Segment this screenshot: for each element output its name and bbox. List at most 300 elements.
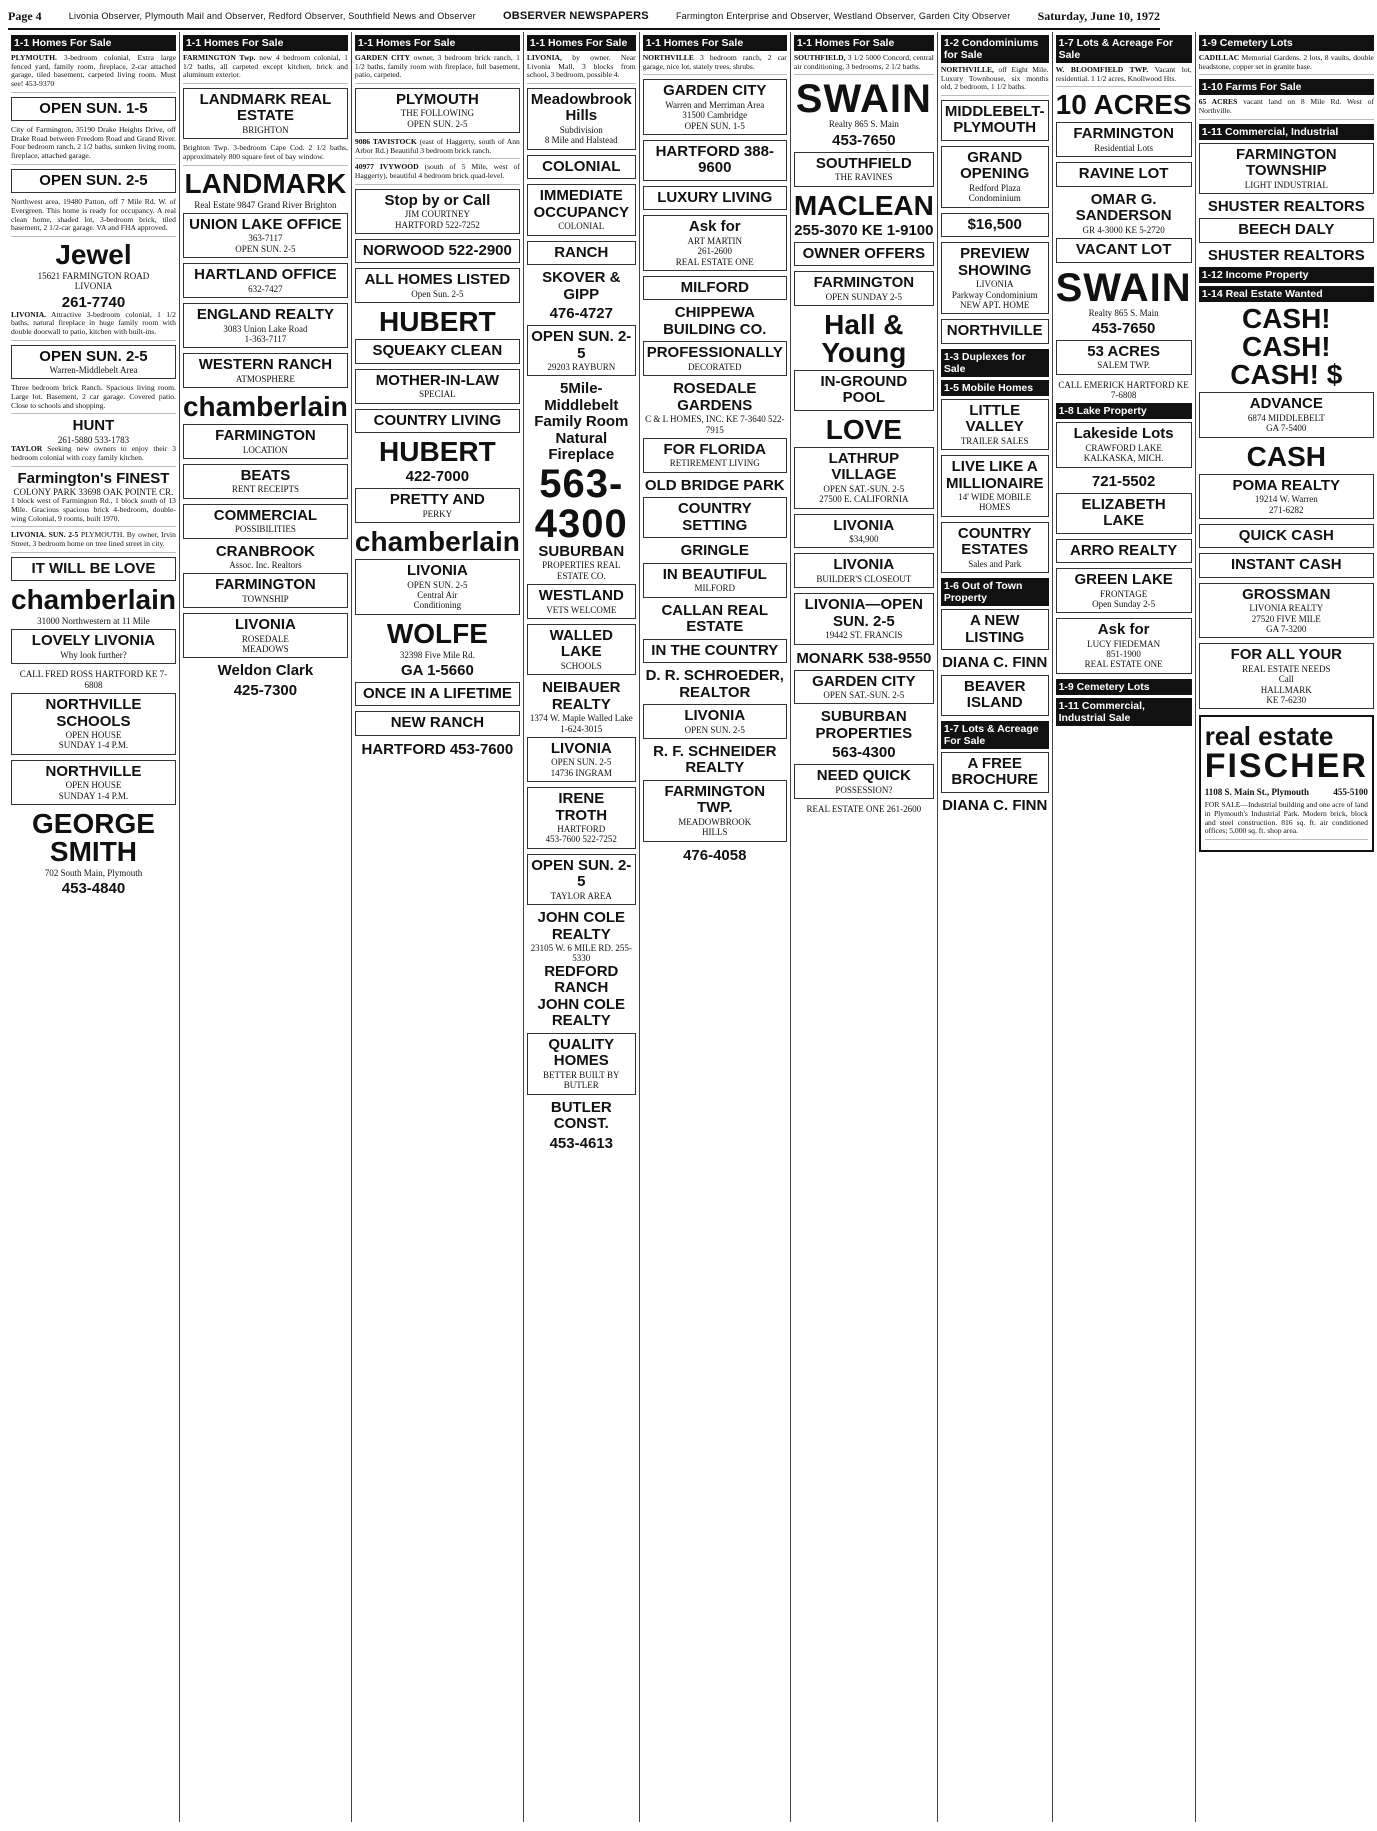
display-ad-line: Ask for [688, 218, 741, 236]
display-ad [183, 573, 348, 608]
display-ad [794, 514, 934, 549]
display-ad-line: FARMINGTON TWP. [664, 782, 766, 817]
phone-number: 563-4300 [832, 744, 896, 762]
advertiser-name: chamberlain [11, 584, 176, 616]
display-ad [1199, 553, 1374, 578]
display-ad [11, 345, 176, 380]
display-ad-line: BUILDER'S CLOSEOUT [816, 573, 912, 584]
display-ad [1199, 643, 1374, 709]
advertiser-name: DIANA C. FINN [942, 796, 1048, 814]
display-ad [794, 447, 934, 509]
display-ad-line: NORTHVILLE [45, 762, 142, 780]
header-brand [503, 10, 649, 22]
advertiser-name: GRINGLE [680, 542, 749, 560]
display-ad-line: OPEN SAT.-SUN. 2-5 [823, 690, 905, 701]
advertiser-name: SUBURBAN [538, 542, 625, 560]
display-ad-line: GA 7-5400 [1266, 423, 1307, 434]
display-ad-line: Why look further? [60, 649, 127, 660]
page-header [8, 4, 1160, 30]
display-ad-line: $16,500 [967, 215, 1022, 233]
classified-ad [355, 163, 520, 184]
display-ad-line: NORTHVILLE [946, 322, 1043, 340]
advertiser-name: MACLEAN [793, 189, 934, 221]
display-ad-line: LIVONIA [550, 739, 612, 757]
section-heading: 1-3 Duplexes for Sale [941, 349, 1049, 377]
display-ad-line: FRONTAGE [1099, 588, 1148, 599]
advertiser-name: ROSEDALE GARDENS [673, 380, 757, 414]
phone-number: 261-7740 [61, 293, 126, 311]
ad-detail: 23105 W. 6 MILE RD. 255-5330 [530, 943, 632, 964]
advertiser-name: CASH [1246, 440, 1326, 472]
ad-text: Three bedroom brick Ranch. Spacious living room. Large lot. Basement, 2 car garage. Covered patio. Close to schools and shopping. [11, 383, 176, 410]
display-ad [355, 559, 520, 615]
ad-lead: PLYMOUTH. [11, 53, 57, 62]
ad-lead: 9086 TAVISTOCK [354, 137, 417, 147]
display-ad [183, 613, 348, 658]
display-ad-line: BRIGHTON [242, 124, 289, 135]
display-ad-line: IMMEDIATE OCCUPANCY [533, 187, 630, 221]
display-ad-line: RENT RECEIPTS [231, 484, 299, 495]
advertiser-name: CHIPPEWA BUILDING CO. [663, 304, 767, 338]
advertiser-name: HUNT [72, 417, 115, 435]
display-ad-line: TOWNSHIP [242, 593, 289, 604]
column-8 [1053, 32, 1196, 1822]
ad-lead: W. BLOOMFIELD TWP. [1055, 65, 1149, 74]
display-ad-line: NEW RANCH [390, 714, 485, 732]
ad-lead: LIVONIA. SUN. 2-5 [11, 530, 79, 540]
display-ad [794, 271, 934, 306]
display-ad-line: LIVONIA [833, 516, 895, 534]
display-ad-line: VACANT LOT [1075, 241, 1172, 258]
display-ad-line: 14' WIDE MOBILE HOMES [958, 492, 1032, 513]
ad-lead: 40977 IVYWOOD [354, 162, 419, 172]
display-ad-line: NORWOOD 522-2900 [362, 241, 512, 259]
display-ad-line: LATHRUP VILLAGE [828, 449, 900, 484]
display-ad-line: LIVONIA REALTY [1249, 603, 1324, 614]
classified-ad [527, 54, 636, 84]
display-ad-line: GARDEN CITY [812, 672, 916, 690]
display-ad-line: OPEN SUN. 2-5 [551, 757, 612, 768]
display-ad-line: OPEN SUN. 2-5 [531, 328, 632, 362]
display-ad-line: GREEN LAKE [1074, 571, 1173, 589]
ad-detail: CALL FRED ROSS HARTFORD KE 7-6808 [19, 669, 168, 690]
display-ad-line: Parkway Condominium [951, 289, 1038, 300]
display-ad-line: POSSESSION? [835, 784, 893, 795]
advertiser-name: Jewel [55, 238, 132, 270]
ad-text: Attractive 3-bedroom colonial, 1 1/2 baths, natural fireplace in huge family room with double doorwall to patio, kitchen with built-ins. [11, 309, 176, 336]
display-ad [183, 504, 348, 539]
display-ad-line: LIVONIA [833, 556, 895, 574]
ad-lead: CADILLAC [1198, 53, 1240, 62]
display-ad-line: ADVANCE [1249, 395, 1323, 413]
display-ad-line: FARMINGTON [813, 274, 915, 291]
advertiser-name: 5Mile-Middlebelt Family Room Natural Fireplace [534, 380, 629, 464]
fischer-display-ad [1199, 715, 1374, 852]
display-ad-line: Meadowbrook Hills [530, 90, 632, 125]
brand-name: OBSERVER NEWSPAPERS [503, 10, 649, 22]
display-ad [11, 693, 176, 755]
section-heading: 1-5 Mobile Homes [941, 380, 1049, 396]
display-ad-line: LOCATION [242, 444, 288, 455]
classified-ad [1056, 66, 1192, 87]
display-ad-line: 19442 ST. FRANCIS [825, 630, 903, 641]
display-ad [11, 629, 176, 664]
display-ad [941, 752, 1049, 793]
ad-detail: 1374 W. Maple Walled Lake 1-624-3015 [529, 713, 633, 734]
advertiser-name: HUBERT [379, 306, 496, 338]
ad-text: 3 1/2 5000 Concord, central air conditioning, 3 bedrooms, 2 1/2 baths. [793, 53, 934, 71]
display-ad-line: OPEN SAT.-SUN. 2-5 [823, 483, 905, 494]
display-ad [355, 88, 520, 133]
display-ad [1199, 583, 1374, 639]
display-ad-line: BEATS [240, 466, 291, 484]
display-ad [11, 169, 176, 194]
fischer-contact [1205, 787, 1368, 797]
display-ad-line: A NEW LISTING [965, 612, 1025, 646]
display-ad-line: OPEN HOUSE [65, 780, 122, 791]
display-ad-line: Conditioning [413, 600, 462, 611]
display-ad [1056, 238, 1192, 263]
display-ad [1056, 422, 1192, 467]
fischer-ad-text: FOR SALE—Industrial building and one acre of land in Plymouth's Industrial Park. Modern brick, block and steel construction. 816 sq. ft. air conditioned offices; 5,000 sq. ft. shop area. [1205, 801, 1368, 840]
advertiser-name: BUTLER CONST. [550, 1098, 612, 1132]
display-ad-line: Central Air [417, 589, 458, 600]
display-ad-line: FARMINGTON TOWNSHIP [1236, 145, 1337, 180]
display-ad-line: OPEN SUN. 2-5 [235, 243, 296, 254]
display-ad [643, 276, 787, 301]
display-ad-line: HARTLAND OFFICE [194, 266, 337, 284]
display-ad-line: JIM COURTNEY [404, 209, 470, 220]
ad-text: 1 block west of Farmington Rd., 1 block south of 13 Mile. Gracious spacious brick 4-bedroom, double-wing Colonial, 9 rooms, built 1970. [11, 496, 176, 523]
display-ad [1056, 618, 1192, 674]
display-ad-line: LIVONIA [975, 279, 1014, 290]
advertiser-name: 563-4300 [534, 461, 628, 546]
phone-number: 453-7650 [1091, 319, 1156, 337]
advertiser-name: 10 ACRES [1055, 89, 1192, 121]
ad-detail: LIVONIA [74, 281, 113, 292]
display-ad [643, 438, 787, 473]
display-ad-line: Subdivision [559, 124, 603, 135]
phone-number: 453-4613 [549, 1134, 613, 1152]
classified-ad [11, 531, 176, 552]
section-heading: 1-11 Commercial, Industrial Sale [1056, 698, 1192, 726]
display-ad [355, 189, 520, 234]
display-ad [794, 670, 934, 705]
display-ad-line: SOUTHFIELD [815, 154, 912, 172]
display-ad [527, 787, 636, 849]
classified-ad [941, 66, 1049, 96]
display-ad [643, 704, 787, 739]
classified-ad [355, 54, 520, 84]
advertiser-name: NEIBAUER REALTY [542, 679, 621, 713]
ad-text: Brighton Twp. 3-bedroom Cape Cod. 2 1/2 baths, approximately 800 square feet of bay window. [182, 143, 348, 161]
display-ad [941, 100, 1049, 141]
display-ad-line: FOR FLORIDA [663, 440, 767, 458]
display-ad-line: LIVONIA—OPEN SUN. 2-5 [804, 596, 924, 630]
display-ad-line: MILFORD [694, 583, 736, 594]
display-ad-line: PLYMOUTH [395, 90, 479, 108]
display-ad-line: Warren-Middlebelt Area [49, 365, 138, 376]
advertiser-name: WOLFE [386, 617, 488, 649]
display-ad-line: KE 7-6230 [1266, 694, 1307, 705]
display-ad [355, 682, 520, 707]
display-ad [643, 780, 787, 842]
display-ad [183, 303, 348, 348]
section-heading: 1-6 Out of Town Property [941, 578, 1049, 606]
classified-ad [794, 54, 934, 75]
display-ad-line: OPEN SUN. 2-5 [39, 347, 148, 365]
fischer-name: FISCHER [1204, 747, 1368, 786]
display-ad-line: PROFESSIONALLY [646, 344, 783, 362]
display-ad-line: 271-6282 [1269, 504, 1304, 515]
display-ad-line: SUNDAY 1-4 P.M. [58, 790, 129, 801]
ad-detail: 31000 Northwestern at 11 Mile [37, 616, 150, 627]
classified-ad [11, 198, 176, 237]
classified-ad [183, 54, 348, 84]
display-ad [1199, 392, 1374, 437]
display-ad-line: 3083 Union Lake Road [223, 323, 308, 334]
display-ad-line: IT WILL BE LOVE [31, 559, 156, 577]
display-ad-line: FOR ALL YOUR [1230, 646, 1342, 664]
display-ad [1056, 539, 1192, 564]
advertiser-name: GEORGE SMITH [32, 807, 155, 867]
ad-text: by owner. Near Livonia Mall, 3 blocks from school, 3 bedroom, possible 4. [526, 53, 636, 80]
section-heading: 1-10 Farms For Sale [1199, 79, 1374, 95]
display-ad-line: LUCY FIEDEMAN [1087, 638, 1161, 649]
display-ad-line: NEED QUICK [816, 767, 911, 785]
column-4 [524, 32, 640, 1822]
ad-detail: Assoc. Inc. Realtors [229, 560, 302, 571]
advertiser-name: CASH! CASH! CASH! $ [1230, 303, 1343, 391]
column-9 [1196, 32, 1377, 1822]
column-5 [640, 32, 791, 1822]
ad-text: 3-bedroom colonial, Extra large fenced yard, family room, fireplace, 2-car attached garage, tiled basement, carpeted living room. Must see! 453-9370 [11, 53, 176, 88]
display-ad-line: VETS WELCOME [546, 604, 617, 615]
ad-lead: FARMINGTON Twp. [182, 53, 256, 62]
display-ad-line: WESTERN RANCH [198, 356, 333, 374]
display-ad-line: LIVONIA [406, 562, 468, 579]
display-ad-line: RETIREMENT LIVING [669, 458, 760, 469]
display-ad-line: SALEM TWP. [1097, 360, 1151, 371]
phone-number: 255-3070 KE 1-9100 [794, 221, 934, 239]
column-7 [938, 32, 1053, 1822]
ad-lead: 65 ACRES [1198, 97, 1238, 107]
advertiser-name: JOHN COLE REALTY [537, 995, 626, 1030]
advertiser-name: Hall & Young [821, 308, 907, 368]
display-ad-line: PRETTY AND [389, 491, 485, 509]
ad-detail: C & L HOMES, INC. KE 7-3640 522-7915 [645, 414, 785, 435]
display-ad [941, 213, 1049, 238]
ad-detail: Real Estate 9847 Grand River Brighton [194, 199, 337, 210]
display-ad-line: WESTLAND [538, 587, 624, 605]
section-heading: 1-1 Homes For Sale [527, 35, 636, 51]
classified-ad [1199, 98, 1374, 119]
display-ad-line: SQUEAKY CLEAN [372, 342, 503, 360]
display-ad [527, 624, 636, 675]
ad-lead: GARDEN CITY [354, 53, 411, 62]
display-ad-line: COUNTRY ESTATES [957, 524, 1032, 559]
display-ad-line: THE FOLLOWING [400, 108, 474, 119]
advertiser-name: OLD BRIDGE PARK [644, 476, 785, 494]
display-ad-line: Residential Lots [1094, 142, 1153, 153]
display-ad-line: HARTFORD 388-9600 [655, 142, 774, 177]
display-ad [183, 263, 348, 298]
display-ad-line: TRAILER SALES [960, 435, 1029, 446]
classified-ad [11, 311, 176, 341]
display-ad-line: PERKY [422, 508, 453, 519]
section-heading: 1-1 Homes For Sale [183, 35, 348, 51]
display-ad-line: NORTHVILLE SCHOOLS [45, 696, 142, 730]
display-ad-line: 261-2600 [697, 246, 733, 257]
display-ad-line: OWNER OFFERS [802, 244, 926, 262]
ad-text: Vacant lot, residential. 1 1/2 acres, Knollwood Hts. [1055, 65, 1192, 83]
display-ad-line: INSTANT CASH [1231, 556, 1342, 574]
classified-ad [355, 138, 520, 159]
page-date: Saturday, June 10, 1972 [1037, 8, 1160, 23]
display-ad [355, 711, 520, 736]
display-ad-line: IRENE TROTH [555, 790, 608, 824]
display-ad-line: OPEN SUN. 1-5 [39, 99, 148, 117]
display-ad [941, 609, 1049, 650]
display-ad-line: Open Sunday 2-5 [1092, 598, 1156, 609]
display-ad [527, 241, 636, 266]
display-ad-line: Redford Plaza [969, 182, 1021, 193]
classified-ad [1199, 54, 1374, 75]
display-ad-line: 27500 E. CALIFORNIA [819, 494, 909, 505]
phone-number: 425-7300 [233, 681, 298, 699]
display-ad-line: GARDEN CITY [663, 82, 767, 100]
ad-detail: REAL ESTATE ONE 261-2600 [806, 804, 922, 815]
display-ad [527, 854, 636, 905]
display-ad-line: SUNDAY 1-4 P.M. [58, 740, 129, 751]
advertiser-name: CRANBROOK [215, 542, 316, 560]
display-ad [941, 242, 1049, 314]
display-ad-line: NEW APT. HOME [959, 299, 1030, 310]
display-ad-line: ATMOSPHERE [235, 373, 295, 384]
advertiser-name: SWAIN [1055, 265, 1192, 310]
display-ad-line: DECORATED [688, 361, 742, 372]
ad-text: new 4 bedroom colonial, 1 1/2 baths, all carpeted except kitchen, brick and aluminum exterior. [182, 53, 348, 80]
display-ad-line: COLONIAL [542, 157, 621, 175]
section-heading: 1-7 Lots & Acreage For Sale [1056, 35, 1192, 63]
display-ad-line: TAYLOR AREA [550, 890, 612, 901]
display-ad [1056, 122, 1192, 157]
display-ad-line: WALLED LAKE [549, 626, 613, 661]
phone-number: 721-5502 [1091, 472, 1156, 490]
advertiser-name: SKOVER & GIPP [542, 269, 621, 303]
display-ad-line: RAVINE LOT [1078, 165, 1169, 183]
section-heading: 1-8 Lake Property [1056, 403, 1192, 419]
display-ad-line: LITTLE VALLEY [965, 401, 1024, 436]
advertiser-name: Farmington's FINEST [17, 469, 170, 487]
display-ad [11, 760, 176, 805]
display-ad-line: UNION LAKE OFFICE [189, 215, 342, 233]
display-ad-line: 363-7117 [248, 233, 283, 244]
display-ad [941, 146, 1049, 208]
column-6 [791, 32, 938, 1822]
column-2 [180, 32, 352, 1822]
advertiser-name: CALLAN REAL ESTATE [661, 601, 769, 636]
ad-detail: 15621 FARMINGTON ROAD [37, 270, 150, 281]
display-ad-line: IN THE COUNTRY [651, 641, 779, 659]
display-ad-line: THE RAVINES [835, 172, 893, 183]
display-ad-line: OPEN SUN. 2-5 [684, 724, 745, 735]
display-ad [1199, 524, 1374, 549]
display-ad-line: Lakeside Lots [1073, 425, 1174, 443]
display-ad-line: COMMERCIAL [213, 506, 318, 524]
classified-ad [11, 445, 176, 466]
ad-lead: LIVONIA, [526, 53, 562, 62]
ad-text: (east of Haggerty, south of Ann Arbor Rd.) Beautiful 3 bedroom brick ranch. [354, 137, 520, 155]
column-1 [8, 32, 180, 1822]
display-ad-line: 8 Mile and Halstead [544, 135, 618, 146]
display-ad-line: $34,900 [849, 534, 879, 545]
display-ad [11, 557, 176, 582]
ad-detail: 32398 Five Mile Rd. [399, 649, 475, 660]
display-ad [1056, 568, 1192, 613]
display-ad-line: 29203 RAYBURN [547, 362, 616, 372]
display-ad [794, 764, 934, 799]
header-left-papers: Livonia Observer, Plymouth Mail and Observer, Redford Observer, Southfield News and Observer [68, 11, 476, 21]
advertiser-name: OMAR G. SANDERSON [1075, 190, 1172, 225]
display-ad [941, 319, 1049, 344]
display-ad-line: Warren and Merriman Area [665, 99, 765, 110]
display-ad-line: OPEN SUN. 2-5 [39, 171, 148, 189]
display-ad-line: BEAVER ISLAND [964, 677, 1026, 712]
phone-number: 453-7650 [832, 131, 896, 149]
ad-detail: PROPERTIES REAL ESTATE CO. [542, 560, 621, 581]
ad-detail: 261-5880 533-1783 [57, 434, 130, 445]
display-ad [1199, 143, 1374, 194]
advertiser-name: Weldon Clark [217, 662, 314, 680]
display-ad-line: LUXURY LIVING [657, 188, 773, 206]
display-ad [527, 184, 636, 235]
ad-text: City of Farmington, 35190 Drake Heights Drive, off Drake Road between Freedom Road and Grand River. Four bedroom ranch, 2 1/2 baths, sunken living room, fireplace, attached garage. [11, 125, 176, 161]
display-ad [11, 97, 176, 122]
display-ad [794, 593, 934, 644]
advertiser-name: D. R. SCHROEDER, REALTOR [645, 667, 784, 701]
display-ad-line: 6874 MIDDLEBELT [1247, 412, 1325, 423]
display-ad-line: ART MARTIN [687, 235, 743, 246]
advertiser-name: chamberlain [182, 391, 348, 423]
ad-lead: NORTHVILLE [642, 53, 694, 62]
display-ad-line: HARTFORD [557, 824, 606, 835]
display-ad-line: Stop by or Call [384, 191, 491, 209]
section-heading: 1-1 Homes For Sale [643, 35, 787, 51]
display-ad-line: Condominium [968, 193, 1021, 204]
display-ad-line: COUNTRY SETTING [677, 500, 752, 534]
display-ad-line: KALKASKA, MICH. [1083, 453, 1164, 464]
display-ad-line: CRAWFORD LAKE [1085, 442, 1162, 453]
display-ad [643, 497, 787, 538]
display-ad-line: MEADOWBROOK [678, 816, 752, 827]
fischer-tagline: real estate [1204, 721, 1334, 752]
display-ad-line: FARMINGTON [215, 427, 316, 445]
display-ad-line: IN BEAUTIFUL [662, 565, 767, 583]
display-ad-line: 632-7427 [248, 283, 283, 294]
section-heading: 1-12 Income Property [1199, 267, 1374, 283]
section-heading: 1-1 Homes For Sale [355, 35, 520, 51]
display-ad-line: ONCE IN A LIFETIME [362, 684, 512, 702]
display-ad-line: COUNTRY LIVING [373, 411, 502, 429]
display-ad-line: Ask for [1097, 621, 1150, 639]
display-ad-line: REAL ESTATE NEEDS [1242, 663, 1331, 674]
display-ad-line: 53 ACRES [1087, 342, 1161, 360]
ad-text: 3 bedroom ranch, 2 car garage, nice lot, stately trees, shrubs. [642, 53, 787, 71]
display-ad-line: SPECIAL [419, 389, 456, 400]
display-ad [1056, 162, 1192, 187]
display-ad-line: IN-GROUND POOL [820, 372, 908, 407]
